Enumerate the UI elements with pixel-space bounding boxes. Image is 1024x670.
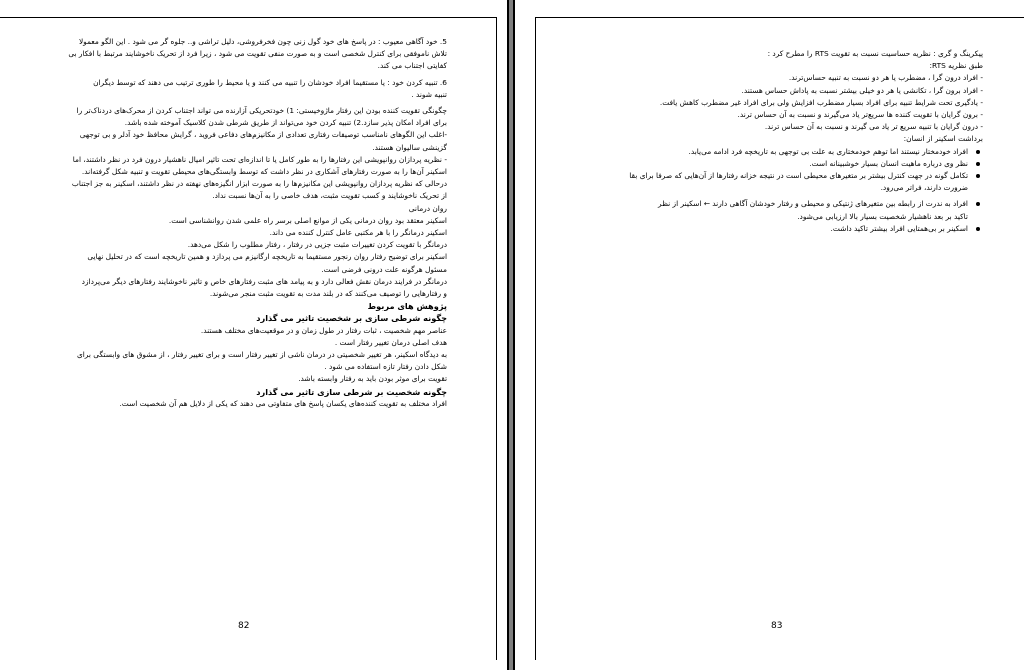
right-page-text: [573, 48, 983, 235]
text-line: برداشت اسکینر از انسان:: [903, 134, 983, 144]
text-line: کفایتی اجتناب می کند.: [377, 61, 447, 71]
text-line: - یادگیری تحت شرایط تنبیه برای افراد بسیار مضطرب افزایش ولی برای افراد غیر مضطرب کاهش یافت.: [659, 97, 983, 107]
text-line: - برون گرایان با تقویت کننده ها سریع‌تر یاد می‌گیرند و نسبت به آن حساس ترند.: [737, 110, 983, 120]
bullet-dot: [976, 174, 980, 178]
text-line: برای افراد امکان پذیر سازد.2) تنبیه کردن خود می‌تواند از طریق شرطی شدن کلاسیک آموخته شده باشد.: [124, 118, 447, 128]
text-line: شکل دادن رفتار تازه استفاده می شود .: [324, 362, 447, 372]
bold-heading: پژوهش های مربوط: [367, 301, 447, 312]
text-line: اسکینر آن‌ها را به صورت رفتارهای آشکاری در نظر داشت که توسط وابستگی‌های محیطی تقویت و تنبیه شکل گرفته‌اند.: [81, 167, 447, 177]
bullet-item: اسکینر بر بی‌همتایی افراد بیشتر تاکید داشت.: [573, 223, 983, 235]
text-line: افراد مختلف به تقویت کننده‌های یکسان پاسخ های متفاوتی می دهند که یکی از دلایل هم آن شخصیت است.: [119, 398, 447, 408]
text-line: درمانگر در فرایند درمان نقش فعالی دارد و به پیامد های مثبت رفتارهای خاص و تاثیر ناخوشایند رفتارهای دیگر می‌پردازد: [81, 276, 447, 286]
text-line: از تحریک ناخوشایند و کسب تقویت مثبت، هدف خاصی را به آن‌ها نسبت نداد.: [212, 191, 447, 201]
bullet-continuation: ضرورت دارند، فراتر می‌رود.: [880, 183, 968, 193]
text-line: تقویت برای موثر بودن باید به رفتار وابسته باشد.: [298, 374, 447, 384]
page-number: 82: [238, 621, 250, 631]
bullet-item: تکامل گونه در جهت کنترل بیشتر بر متغیرهای محیطی است در نتیجه خزانه رفتارها از آن‌هایی که صرفا برای بقا: [573, 170, 983, 182]
text-line: هدف اصلی درمان تغییر رفتار است .: [334, 337, 447, 347]
text-line: 6. تنبیه کردن خود : یا مستقیما افراد خودشان را تنبیه می کنند و یا محیط را طوری ترتیب می دهند که توسط دیگران: [93, 77, 447, 87]
left-page-text: [37, 36, 447, 410]
text-line: تنبیه شوند .: [411, 89, 447, 99]
text-line: عناصر مهم شخصیت ، ثبات رفتار در طول زمان و در موقعیت‌های مختلف هستند.: [200, 325, 447, 335]
text-line: تلاش ناموفقی برای کنترل شخصی است و به صورت منفی تقویت می شود ، زیرا فرد از تحریک ناخوشایند مرتبط با افکار بی: [68, 49, 447, 59]
right-page: [513, 0, 1024, 670]
text-line: مسئول هرگونه علت درونی فرضی است.: [321, 264, 447, 274]
text-line: و رفتارهایی را توصیف می‌کنند که در بلند مدت به تقویت مثبت منجر می‌شوند.: [209, 289, 447, 299]
bullet-dot: [976, 202, 980, 206]
text-line: اسکینر درمانگر را با هر مکتبی عامل کنترل کننده می داند.: [269, 228, 447, 238]
text-line: - نظریه پردازان روانپویشی این رفتارها را به طور کامل یا تا اندازه‌ای تحت تاثیر امیال ناهشیار درون فرد در نظر داشتند، اما: [72, 154, 447, 164]
bold-heading: چگونه شرطی سازی بر شخصیت تاثیر می گذارد: [256, 313, 447, 324]
text-line: چگونگی تقویت کننده بودن این رفتار ماژوخیستی: 1) خودتحریکی آزارنده می تواند اجتناب کردن از محرک‌های دردناک‌تر را: [76, 106, 447, 116]
section-heading: روان درمانی: [408, 203, 447, 213]
text-line: طبق نظریه RTS:: [929, 61, 983, 71]
text-line: - افراد برون گرا ، تکانشی یا هر دو خیلی بیشتر نسبت به پاداش حساس هستند.: [741, 85, 983, 95]
bullet-dot: [976, 227, 980, 231]
text-line: - درون گرایان با تنبیه سریع تر یاد می گیرند و نسبت به آن حساس ترند.: [764, 122, 983, 132]
bold-heading: چگونه شخصیت بر شرطی سازی تاثیر می گذارد: [256, 386, 447, 397]
text-line: اسکینر معتقد بود روان درمانی یکی از موانع اصلی برسر راه علمی شدن روانشناسی است.: [168, 215, 447, 225]
text-line: اسکینر برای توضیح رفتار روان رنجور مستقیما به تاریخچه ارگانیزم می پردازد و همین تاریخچه است که در تحلیل نهایی: [87, 252, 447, 262]
bullet-item: افراد خودمختار نیستند اما توهم خودمختاری به علت بی توجهی به تاریخچه فرد ادامه می‌یابد.: [573, 146, 983, 158]
text-line: 5. خود آگاهی معیوب : در پاسخ های خود گول زنی چون فخرفروشی، دلیل تراشی و.. جلوه گر می شود . این الگو معمولا: [78, 37, 447, 46]
text-line: درمانگر با تقویت کردن تغییرات مثبت جزیی در رفتار ، رفتار مطلوب را شکل می‌دهد.: [187, 240, 447, 250]
text-line: پیکرینگ و گری : نظریه حساسیت نسبت به تقویت RTS را مطرح کرد :: [767, 49, 983, 58]
bullet-continuation: تاکید بر بعد ناهشیار شخصیت بسیار بالا ارزیابی می‌شود.: [797, 211, 968, 221]
text-line: - افراد درون گرا ، مضطرب یا هر دو نسبت به تنبیه حساس‌ترند.: [788, 73, 983, 83]
bullet-dot: [976, 150, 980, 154]
left-page: [0, 0, 509, 670]
text-line: به دیدگاه اسکینر، هر تغییر شخصیتی در درمان ناشی از تغییر رفتار است و برای تغییر رفتار ، از مشوق های وابستگی برای: [76, 350, 447, 360]
text-line: گزینشی سالیوان هستند.: [372, 142, 447, 152]
bullet-dot: [976, 162, 980, 166]
text-line: درحالی که نظریه پردازان روانپویشی این مکانیزم‌ها را به صورت ابزار انگیزه‌های نهفته در نظر داشتند، اسکینر به جز اجتناب: [71, 179, 447, 189]
bullet-item: افراد به ندرت از رابطه بین متغیرهای ژنتیکی و محیطی و رفتار خودشان آگاهی دارند ← اسکینر از نظر: [573, 198, 983, 210]
page-number: 83: [771, 621, 783, 631]
text-line: -اغلب این الگوهای نامناسب توصیفات رفتاری تعدادی از مکانیزم‌های دفاعی فروید ، گرایش محافظ خود آدلر و بی توجهی: [79, 130, 447, 140]
bullet-item: نظر وی درباره ماهیت انسان بسیار خوشبینانه است.: [573, 158, 983, 170]
